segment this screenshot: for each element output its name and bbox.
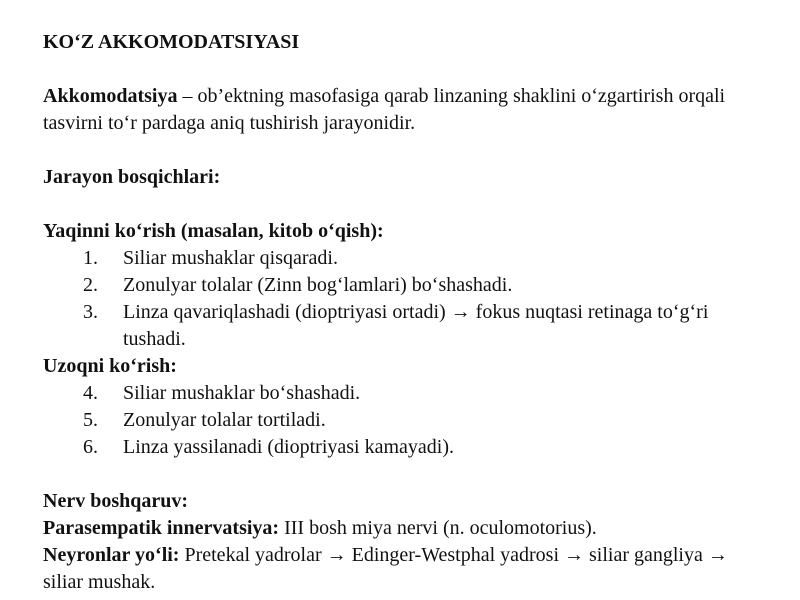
list-item-number: 1. <box>83 247 98 269</box>
nerve-heading: Nerv boshqaruv: <box>43 490 189 512</box>
definition-paragraph <box>43 83 763 137</box>
parasympathetic-text: III bosh miya nervi (n. oculomotorius). <box>279 517 597 539</box>
spacer <box>43 461 763 488</box>
list-item-text: Zonulyar tolalar tortiladi. <box>123 409 326 431</box>
list-item-number: 5. <box>83 409 98 431</box>
list-item-text: Siliar mushaklar bo‘shashadi. <box>123 382 361 404</box>
document-title: KO‘Z AKKOMODATSIYASI <box>43 31 300 53</box>
list-item-number: 6. <box>83 436 98 458</box>
spacer <box>43 137 763 164</box>
list-item <box>43 245 763 272</box>
stages-heading: Jarayon bosqichlari: <box>43 166 221 188</box>
list-item-number: 2. <box>83 274 98 296</box>
far-vision-list <box>43 380 763 461</box>
list-item-text: Linza yassilanadi (dioptriyasi kamayadi). <box>123 436 455 458</box>
definition-term: Akkomodatsiya <box>43 85 178 107</box>
list-item <box>43 272 763 299</box>
list-item <box>43 434 763 461</box>
pathway-paragraph <box>43 542 763 596</box>
list-item <box>43 299 763 353</box>
spacer <box>43 56 763 83</box>
parasympathetic-paragraph <box>43 515 763 542</box>
near-vision-heading: Yaqinni ko‘rish (masalan, kitob o‘qish): <box>43 220 384 242</box>
parasympathetic-label: Parasempatik innervatsiya: <box>43 517 280 539</box>
list-item-text: Siliar mushaklar qisqaradi. <box>123 247 338 269</box>
list-item-number: 3. <box>83 301 98 323</box>
pathway-label: Neyronlar yo‘li: <box>43 544 180 566</box>
list-item-text: Linza qavariqlashadi (dioptriyasi ortadi) → fokus nuqtasi retinaga to‘g‘ri tushadi. <box>123 301 709 350</box>
list-item-number: 4. <box>83 382 98 404</box>
list-item <box>43 380 763 407</box>
definition-text: – ob’ektning masofasiga qarab linzaning shaklini o‘zgartirish orqali tasvirni to‘r pardaga aniq tushirish jarayonidir. <box>43 85 726 134</box>
spacer <box>43 191 763 218</box>
list-item-text: Zonulyar tolalar (Zinn bog‘lamlari) bo‘shashadi. <box>123 274 513 296</box>
pathway-text: Pretekal yadrolar → Edinger-Westphal yadrosi → siliar gangliya → siliar mushak. <box>43 544 728 593</box>
document-page <box>43 29 763 596</box>
near-vision-list <box>43 245 763 353</box>
far-vision-heading: Uzoqni ko‘rish: <box>43 355 177 377</box>
list-item <box>43 407 763 434</box>
